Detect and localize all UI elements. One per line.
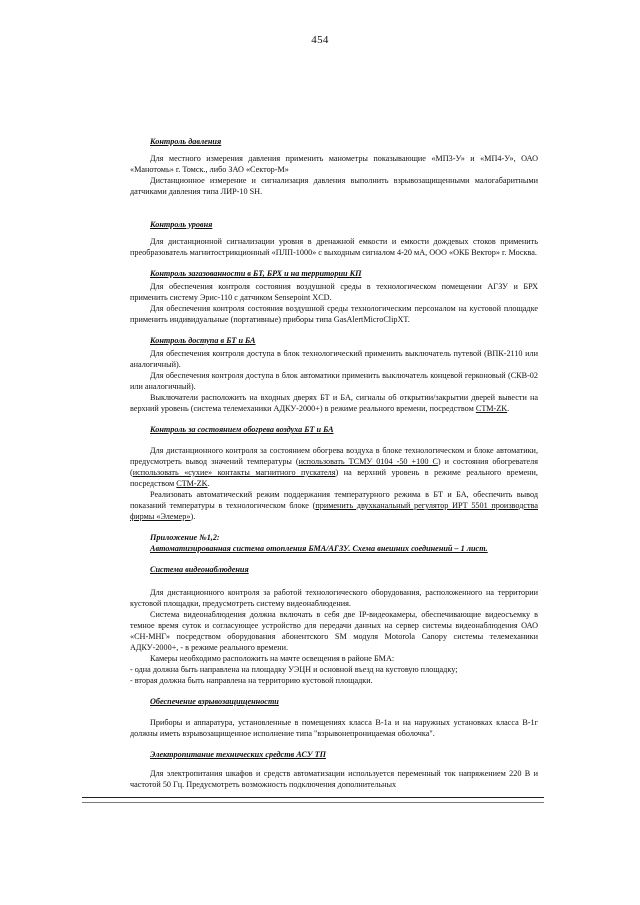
underlined-term: СТМ-ZK <box>176 479 208 488</box>
paragraph <box>130 445 538 489</box>
section-heading: Электропитание технических средств АСУ ТП <box>150 750 326 759</box>
paragraph: Для обеспечения контроля состояния воздушной среды в технологическом помещении АГЗУ и БРХ применить систему Эрис-110 с датчиком Sensepoint XCD. <box>130 282 538 302</box>
paragraph: Для обеспечения контроля доступа в блок технологический применить выключатель путевой (ВПК-2110 или аналогичный). <box>130 349 538 369</box>
list-item: - вторая должна быть направлена на территорию кустовой площадки. <box>130 676 373 685</box>
paragraph <box>130 392 538 414</box>
footer-divider <box>82 802 544 803</box>
paragraph-text: ) на верхний уровень в режиме реального времени, посредством <box>130 468 538 488</box>
paragraph: Камеры необходимо расположить на мачте освещения в районе БМА: <box>150 654 395 663</box>
paragraph-text: Выключатели расположить на входных дверях БТ и БА, сигналы об открытии/закрытии дверей вывести на верхний уровень (система телемеханики АДКУ-2000+) в режиме реального времени, посредством <box>130 393 538 413</box>
paragraph: Система видеонаблюдения должна включать в себя две IP-видеокамеры, обеспечивающие видеосъемку в темное время суток и согласующее устройство для передачи данных на сервер системы видеонаблюдения ОАО «СН-МНГ» посредством оборудования абонентского SM модуля Motorola Canopy системы телемеханики АДКУ-2000+, - в режиме реального времени. <box>130 610 538 652</box>
paragraph: Для местного измерения давления применить манометры показывающие «МП3-У» и «МП4-У», ОАО «Манотомь» г. Томск., либо ЗАО «Сектор-М» <box>130 154 538 174</box>
paragraph: Для обеспечения контроля состояния воздушной среды технологическим персоналом на кустовой площадке применить индивидуальные (портативные) приборы типа GasAlertMicroClipXT. <box>130 304 538 324</box>
section-access-control <box>130 335 538 414</box>
appendix-title: Приложение №1,2: <box>150 533 220 542</box>
paragraph-text: ). <box>190 512 196 521</box>
section-level-control <box>130 219 538 258</box>
section-heading: Контроль давления <box>150 137 222 146</box>
paragraph: Приборы и аппаратура, установленные в помещениях класса В-1а и на наружных установках класса В-1г должны иметь взрывозащищенное исполнение типа "взрывонепроницаемая оболочка". <box>130 718 538 738</box>
list-item: - одна должна быть направлена на площадку УЭЦН и основной въезд на кустовую площадку; <box>130 665 458 674</box>
section-video-surveillance <box>130 564 538 686</box>
paragraph: Для электропитания шкафов и средств автоматизации используется переменный ток напряжением 220 В и частотой 50 Гц. Предусмотреть возможность подключения дополнительных <box>130 769 538 789</box>
section-heading: Контроль доступа в БТ и БА <box>150 336 256 345</box>
paragraph: Для дистанционного контроля за работой технологического оборудования, расположенного на территории кустовой площадки, предусмотреть систему видеонаблюдения. <box>130 588 538 608</box>
appendix-block <box>130 532 538 554</box>
footer-divider <box>82 797 544 798</box>
underlined-term: использовать «сухие» контакты магнитного пускателя <box>132 468 336 477</box>
paragraph-text: . <box>207 479 210 488</box>
paragraph: Дистанционное измерение и сигнализация давления выполнить взрывозащищенными малогабаритными датчиками давления типа ЛИР-10 SH. <box>130 176 538 196</box>
section-heading: Контроль за состоянием обогрева воздуха БТ и БА <box>150 425 334 434</box>
paragraph-text: Реализовать автоматический режим поддержания температурного режима в БТ и БА, обеспечить вывод показаний температуры в технологическом блоке ( <box>130 490 538 510</box>
paragraph: Для дистанционной сигнализации уровня в дренажной емкости и емкости дождевых стоков применить преобразователь магнитострикционный «ПЛП-1000» с выходным сигналом 4-20 мА, ООО «ОКБ Вектор» г. Москва. <box>130 237 538 257</box>
page-number: 454 <box>311 34 329 46</box>
section-power-supply <box>130 749 538 790</box>
section-heading: Контроль загазованности в БТ, БРХ и на территории КП <box>150 269 362 278</box>
section-pressure-control <box>130 136 538 197</box>
section-heading: Контроль уровня <box>150 220 213 229</box>
section-explosion-protection <box>130 696 538 739</box>
appendix-subtitle: Автоматизированная система отопления БМА/АГЗУ. Схема внешних соединений – 1 лист. <box>150 544 488 553</box>
underlined-term: использовать ТСМУ 0104 -50 +100 С <box>298 457 438 466</box>
underlined-term: применить двухканальный регулятор ИРТ 5501 производства фирмы «Элемер» <box>130 501 538 521</box>
paragraph: Для обеспечения контроля доступа в блок автоматики применить выключатель концевой герконовый (СКВ-02 или аналогичный). <box>130 371 538 391</box>
section-heading: Обеспечение взрывозащищенности <box>150 697 279 706</box>
paragraph-text: ) и состояния обогревателя ( <box>130 457 539 477</box>
paragraph-text: . <box>507 404 510 413</box>
underlined-term: СТМ-ZK <box>475 404 508 413</box>
paragraph-text: Для дистанционного контроля за состоянием обогрева воздуха в блоке технологическом и блоке автоматики, предусмотреть вывод значений температуры ( <box>130 446 538 466</box>
section-gas-control <box>130 268 538 325</box>
paragraph <box>130 489 538 522</box>
section-heading: Система видеонаблюдения <box>150 565 249 574</box>
document-body <box>130 136 538 800</box>
section-heating-control <box>130 424 538 522</box>
